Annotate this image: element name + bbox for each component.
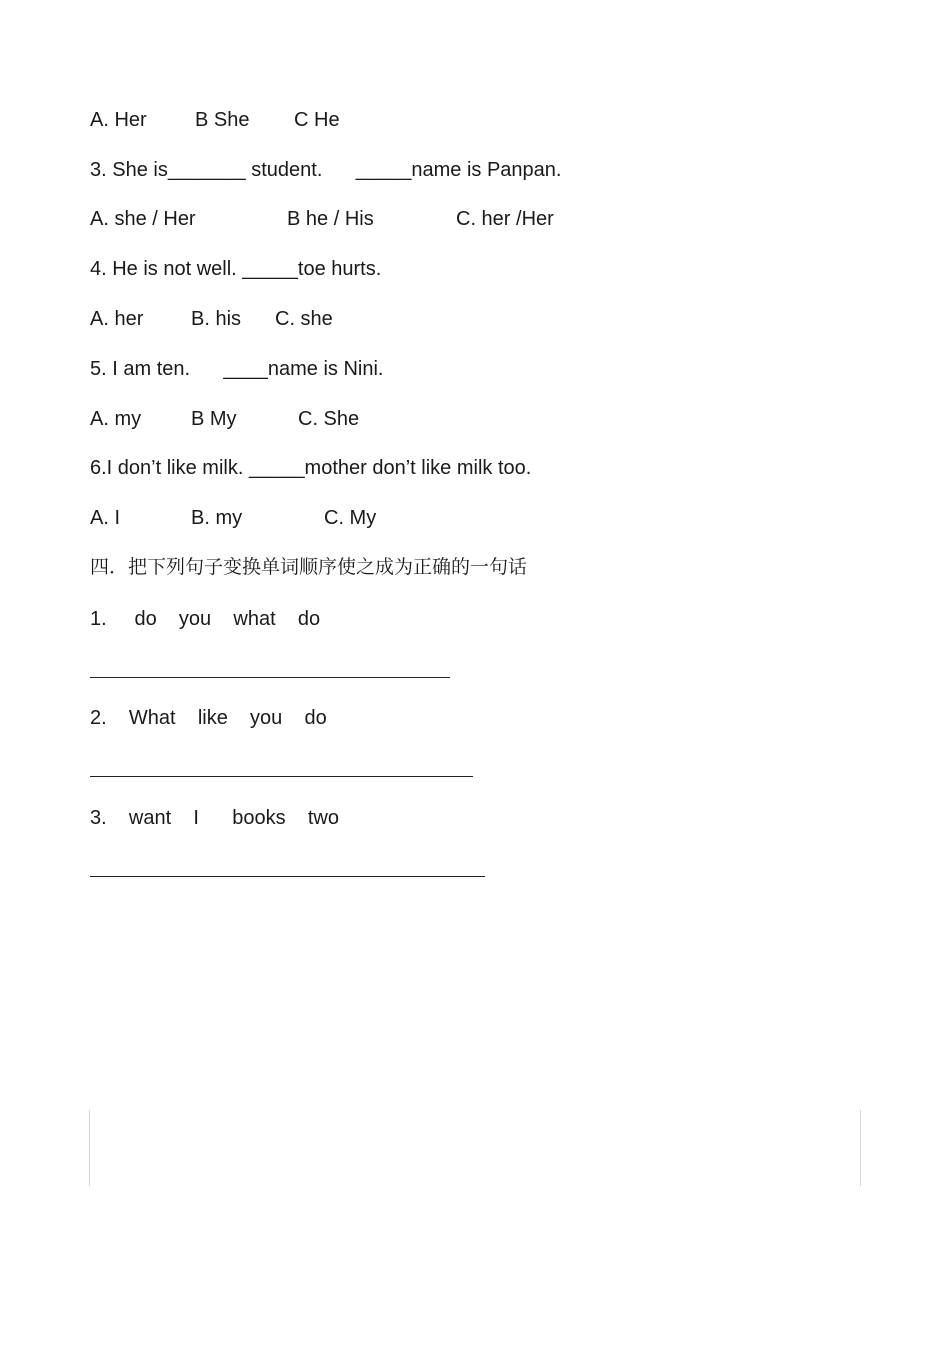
q5-option-a: A. my [90,408,142,430]
section-4-heading: 四．把下列句子变换单词顺序使之成为正确的一句话 [90,556,528,578]
q5-stem: 5. I am ten. ____name is Nini. [90,358,384,380]
q5-option-c: C. She [298,408,360,430]
answer-line-3[interactable] [90,876,485,877]
answer-line-1[interactable] [90,677,450,678]
q3-option-b: B he / His [287,208,374,230]
q2-option-b: B She [195,109,250,131]
answer-line-2[interactable] [90,776,473,777]
reorder-item-2-words: 2. What like you do [90,707,327,729]
q4-stem: 4. He is not well. _____toe hurts. [90,258,382,280]
q5-option-b: B My [191,408,237,430]
left-margin-rule [89,1110,90,1186]
q4-option-b: B. his [191,308,242,330]
q4-option-c: C. she [275,308,333,330]
q6-stem: 6.I don’t like milk. _____mother don’t like milk too. [90,457,532,479]
q3-option-c: C. her /Her [456,208,554,230]
q6-option-c: C. My [324,507,377,529]
q6-option-a: A. I [90,507,121,529]
q2-option-a: A. Her [90,109,147,131]
q2-option-c: C He [294,109,340,131]
q3-stem: 3. She is_______ student. _____name is Panpan. [90,159,562,181]
reorder-item-3-words: 3. want I books two [90,807,339,829]
reorder-item-1-words: 1. do you what do [90,608,321,630]
q6-option-b: B. my [191,507,243,529]
q4-option-a: A. her [90,308,144,330]
q3-option-a: A. she / Her [90,208,196,230]
right-margin-rule [860,1110,861,1186]
